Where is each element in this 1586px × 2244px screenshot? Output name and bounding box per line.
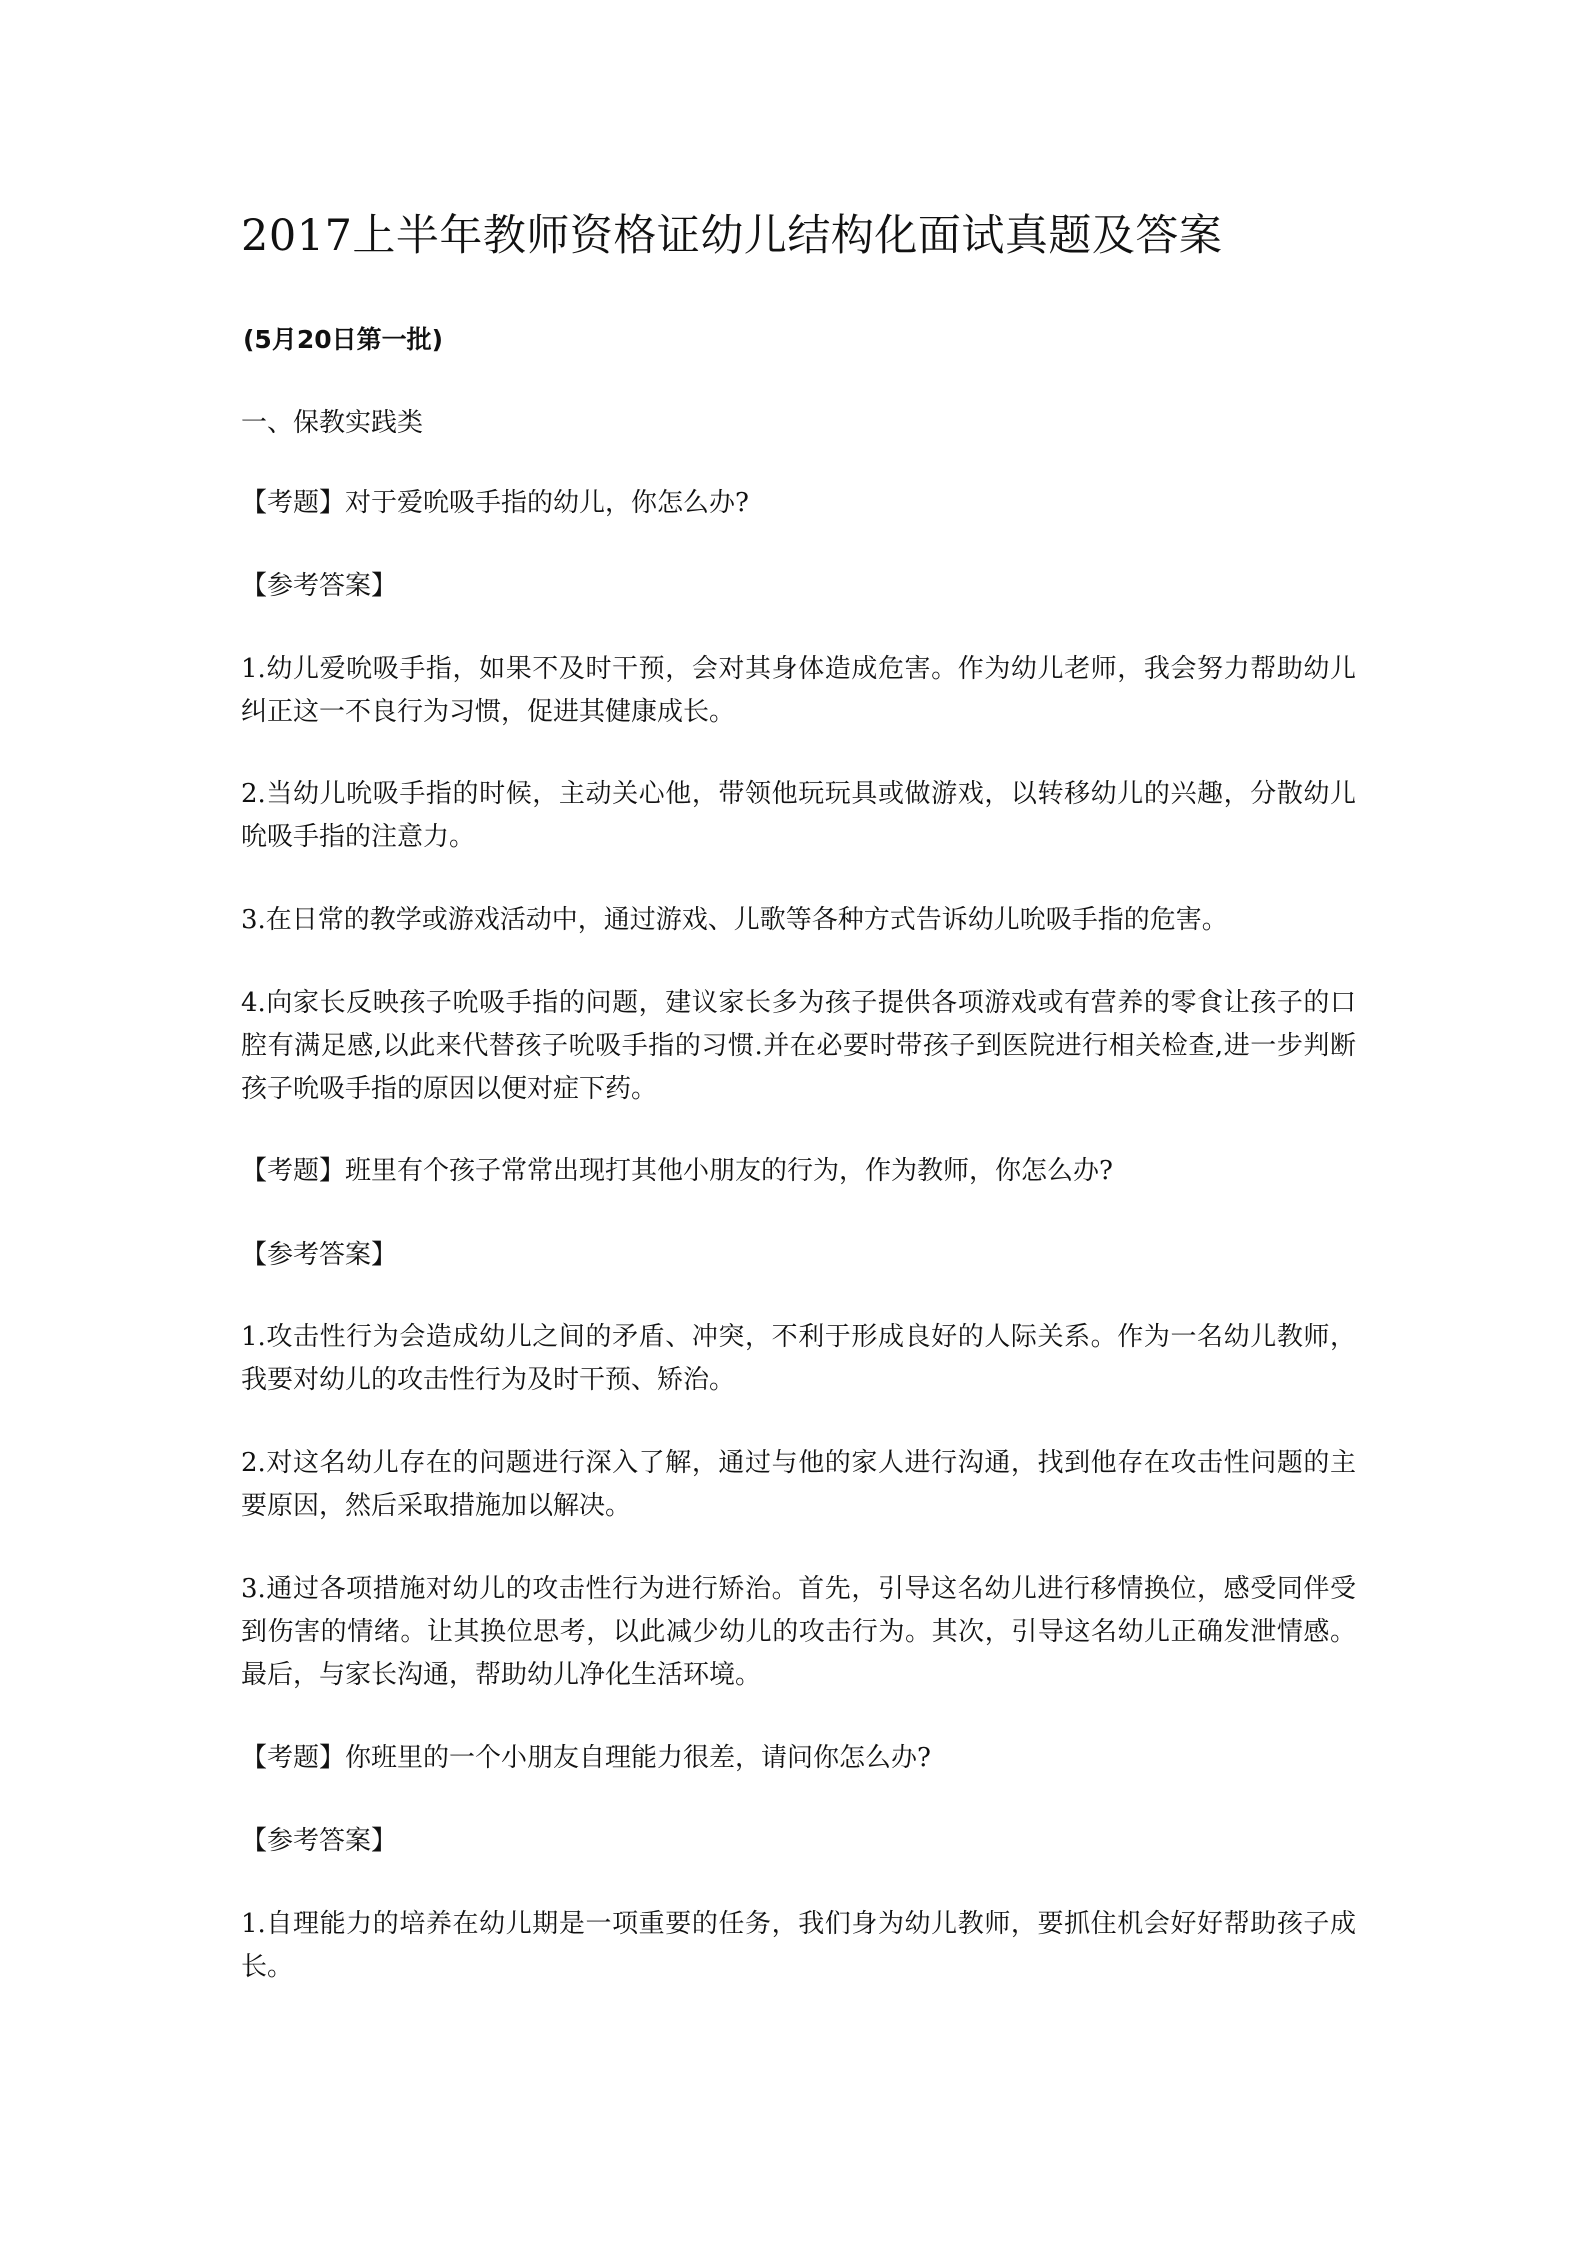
answer-2-paragraph-3: 3.通过各项措施对幼儿的攻击性行为进行矫治。首先，引导这名幼儿进行移情换位，感受同伴受到伤害的情绪。让其换位思考，以此减少幼儿的攻击行为。其次，引导这名幼儿正确发泄情感。最后，与家长沟通，帮助幼儿净化生活环境。: [241, 1574, 1356, 1690]
answer-1-paragraph-1: 1.幼儿爱吮吸手指，如果不及时干预，会对其身体造成危害。作为幼儿老师，我会努力帮助幼儿纠正这一不良行为习惯，促进其健康成长。: [241, 654, 1356, 727]
question-1: 【考题】对于爱吮吸手指的幼儿，你怎么办?: [241, 488, 749, 518]
question-2: 【考题】班里有个孩子常常出现打其他小朋友的行为，作为教师，你怎么办?: [241, 1156, 1113, 1186]
answer-1-paragraph-3: 3.在日常的教学或游戏活动中，通过游戏、儿歌等各种方式告诉幼儿吮吸手指的危害。: [241, 905, 1228, 935]
answer-label-1: 【参考答案】: [241, 571, 398, 601]
document-subtitle: (5月20日第一批): [243, 325, 444, 354]
answer-2-paragraph-1: 1.攻击性行为会造成幼儿之间的矛盾、冲突，不利于形成良好的人际关系。作为一名幼儿教师，我要对幼儿的攻击性行为及时干预、矫治。: [241, 1322, 1356, 1395]
document-title: 2017上半年教师资格证幼儿结构化面试真题及答案: [241, 211, 1223, 261]
answer-label-2: 【参考答案】: [241, 1240, 398, 1270]
answer-3-paragraph-1: 1.自理能力的培养在幼儿期是一项重要的任务，我们身为幼儿教师，要抓住机会好好帮助孩子成长。: [241, 1909, 1356, 1982]
section-heading: 一、保教实践类: [241, 408, 424, 438]
answer-label-3: 【参考答案】: [241, 1826, 398, 1856]
answer-2-paragraph-2: 2.对这名幼儿存在的问题进行深入了解，通过与他的家人进行沟通，找到他存在攻击性问题的主要原因，然后采取措施加以解决。: [241, 1448, 1356, 1521]
answer-1-paragraph-4: 4.向家长反映孩子吮吸手指的问题，建议家长多为孩子提供各项游戏或有营养的零食让孩子的口腔有满足感,以此来代替孩子吮吸手指的习惯.并在必要时带孩子到医院进行相关检查,进一步判断孩子吮吸手指的原因以便对症下药。: [241, 988, 1356, 1104]
question-3: 【考题】你班里的一个小朋友自理能力很差，请问你怎么办?: [241, 1743, 931, 1773]
answer-1-paragraph-2: 2.当幼儿吮吸手指的时候，主动关心他，带领他玩玩具或做游戏，以转移幼儿的兴趣，分散幼儿吮吸手指的注意力。: [241, 779, 1356, 852]
